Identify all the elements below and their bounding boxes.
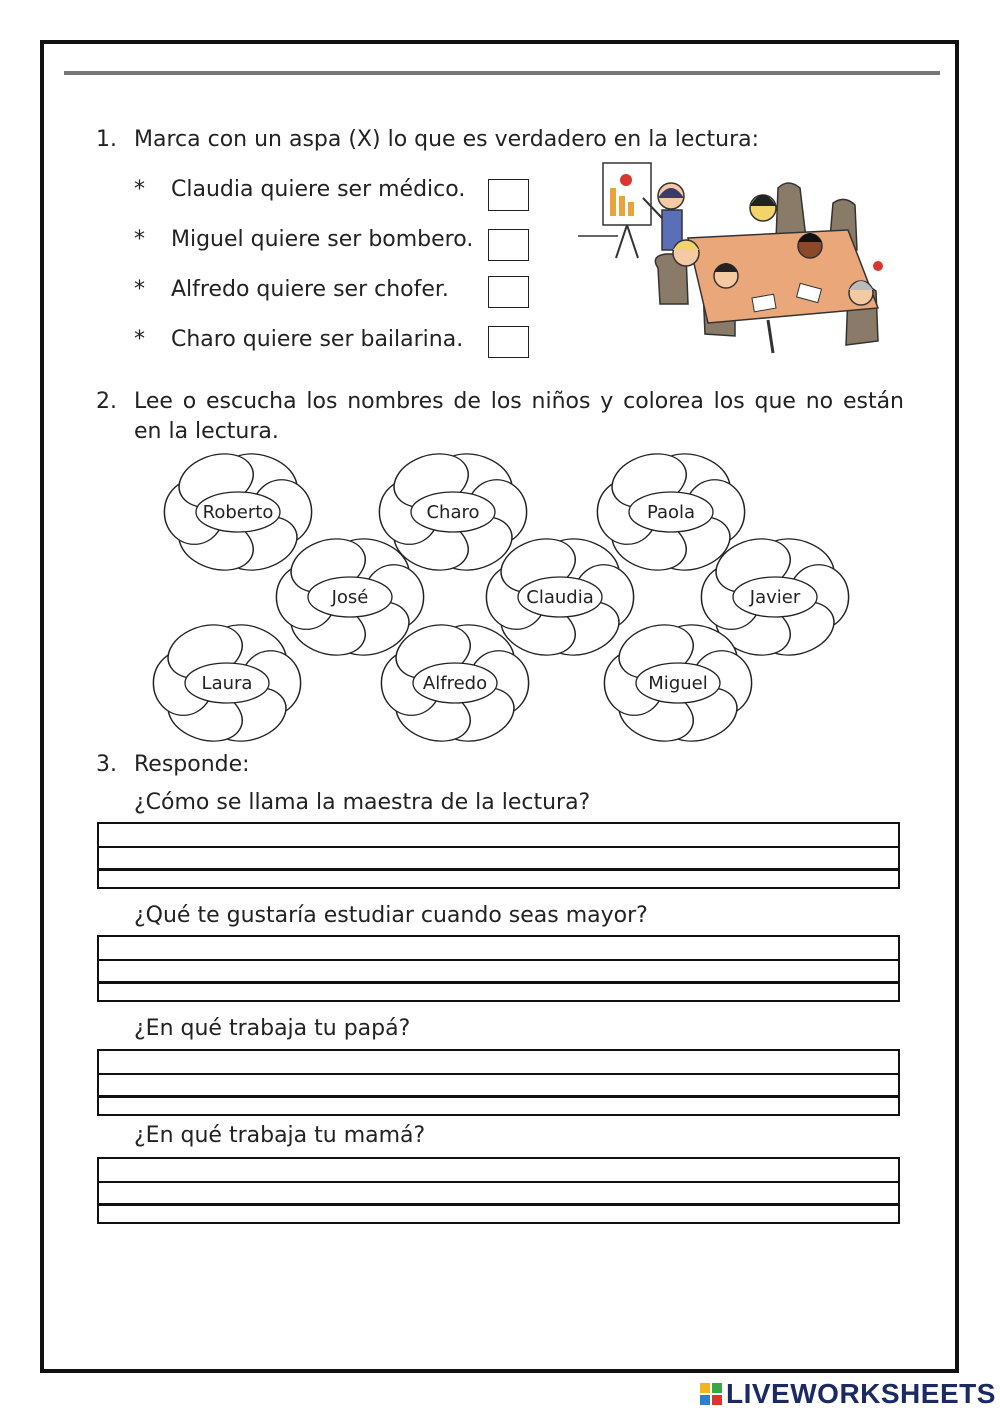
answer-input[interactable] [103, 1161, 894, 1183]
flower-name: Javier [749, 587, 801, 608]
flower-name: Roberto [202, 502, 274, 523]
answer-lines[interactable] [97, 1157, 900, 1224]
answer-lines[interactable] [97, 935, 900, 1002]
flower-name: Alfredo [422, 673, 488, 694]
q3-question: ¿Cómo se llama la maestra de la lectura? [134, 790, 591, 815]
q2-prompt-line2: en la lectura. [134, 419, 279, 444]
q1-statement: * Alfredo quiere ser chofer. [134, 277, 449, 302]
answer-checkbox[interactable] [488, 326, 529, 358]
q1-prompt: Marca con un aspa (X) lo que es verdadero en la lectura: [134, 127, 760, 152]
q2-prompt-line1: Lee o escucha los nombres de los niños y colorea los que no están [134, 389, 904, 414]
flower-name: Charo [426, 502, 480, 523]
q1-number: 1. [96, 127, 117, 152]
answer-input[interactable] [103, 1053, 894, 1075]
answer-input[interactable] [103, 939, 894, 961]
liveworksheets-logo: LIVEWORKSHEETS [700, 1378, 996, 1410]
flower-name: Laura [201, 673, 253, 694]
flower-name: Claudia [526, 587, 594, 608]
meeting-illustration [578, 158, 918, 370]
flower-name: Paola [646, 502, 696, 523]
top-rule [64, 71, 940, 75]
flower-miguel[interactable] [593, 618, 763, 752]
q1-statement: * Charo quiere ser bailarina. [134, 327, 464, 352]
q1-statement: * Miguel quiere ser bombero. [134, 227, 474, 252]
q3-prompt: Responde: [134, 752, 250, 777]
answer-lines[interactable] [97, 1049, 900, 1116]
flower-laura[interactable] [142, 618, 312, 752]
flower-name: Miguel [648, 673, 708, 694]
answer-checkbox[interactable] [488, 276, 529, 308]
flower-name: José [331, 587, 369, 608]
flower-alfredo[interactable] [370, 618, 540, 752]
q1-statement: * Claudia quiere ser médico. [134, 177, 466, 202]
answer-checkbox[interactable] [488, 179, 529, 211]
brand-icon [700, 1383, 722, 1405]
q3-question: ¿En qué trabaja tu papá? [134, 1016, 411, 1041]
q3-question: ¿Qué te gustaría estudiar cuando seas mayor? [134, 903, 648, 928]
answer-lines[interactable] [97, 822, 900, 889]
q2-number: 2. [96, 389, 117, 414]
q3-question: ¿En qué trabaja tu mamá? [134, 1123, 426, 1148]
answer-input[interactable] [103, 826, 894, 848]
q3-number: 3. [96, 752, 117, 777]
answer-checkbox[interactable] [488, 229, 529, 261]
